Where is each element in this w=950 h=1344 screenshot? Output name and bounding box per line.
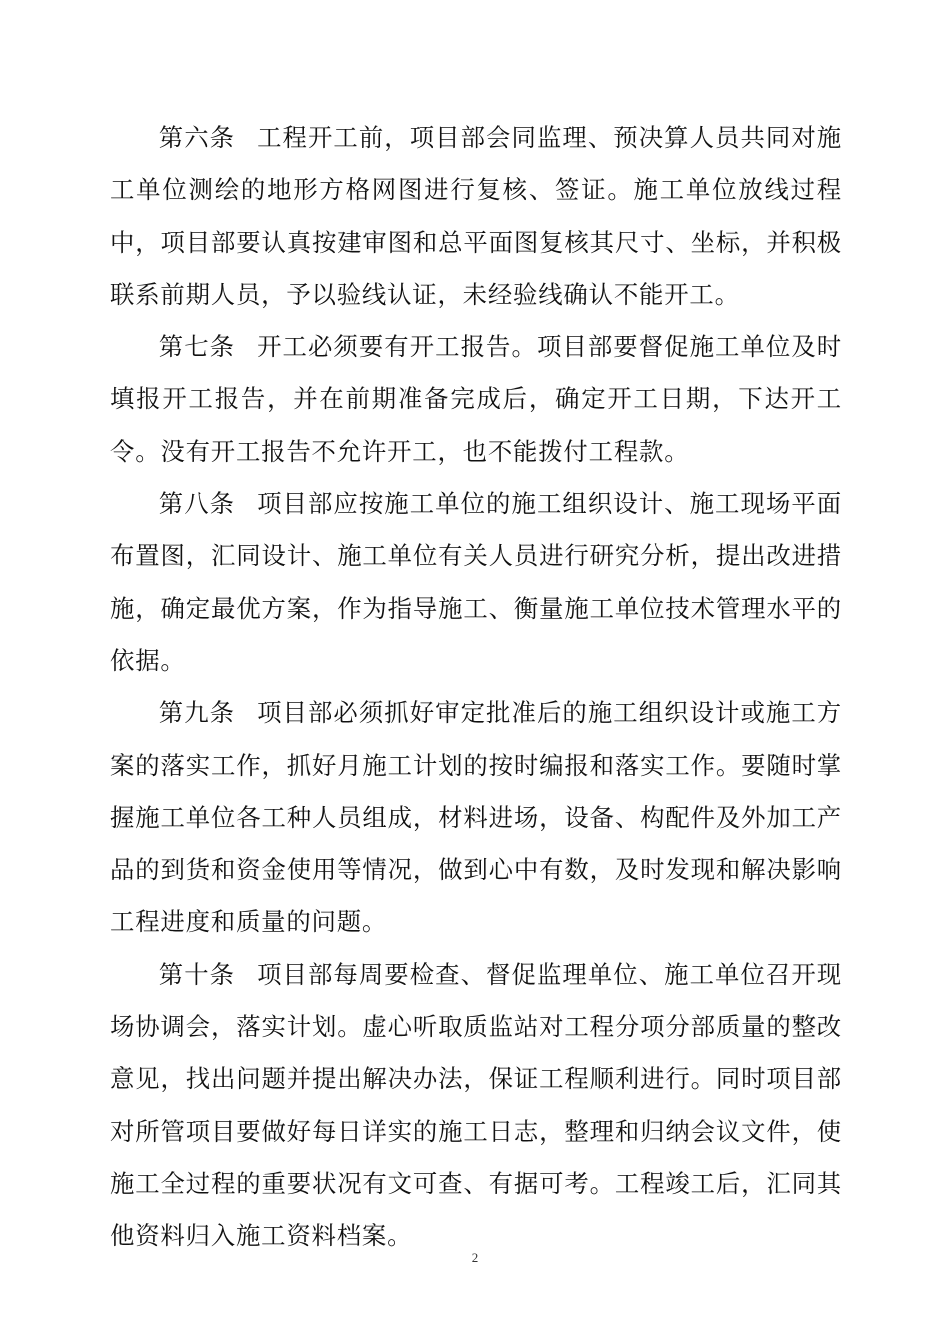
article-8 [110, 478, 842, 687]
article-number: 第十条 [158, 959, 236, 989]
article-number: 第六条 [158, 123, 236, 152]
article-text: 项目部必须抓好审定批准后的施工组织设计或施工方案的落实工作，抓好月施工计划的按时编报和落实工作。要随时掌握施工单位各工种人员组成，材料进场，设备、构配件及外加工产品的到货和资金使用等情况，做到心中有数，及时发现和解决影响工程进度和质量的问题。 [110, 698, 842, 937]
article-text: 项目部每周要检查、督促监理单位、施工单位召开现场协调会，落实计划。虚心听取质监站对工程分项分部质量的整改意见，找出问题并提出解决办法，保证工程顺利进行。同时项目部对所管项目要做好每日详实的施工日志，整理和归纳会议文件，使施工全过程的重要状况有文可查、有据可考。工程竣工后，汇同其他资料归入施工资料档案。 [110, 959, 842, 1251]
article-7 [110, 321, 842, 478]
article-text: 工程开工前，项目部会同监理、预决算人员共同对施工单位测绘的地形方格网图进行复核、签证。施工单位放线过程中，项目部要认真按建审图和总平面图复核其尺寸、坐标，并积极联系前期人员，予以验线认证，未经验线确认不能开工。 [110, 123, 842, 309]
article-number: 第八条 [158, 489, 236, 519]
article-10 [110, 949, 842, 1263]
document-body [110, 112, 842, 1263]
article-9 [110, 687, 842, 948]
article-number: 第七条 [158, 332, 236, 362]
article-6 [110, 112, 842, 321]
page-number: 2 [471, 1250, 479, 1265]
article-text: 项目部应按施工单位的施工组织设计、施工现场平面布置图，汇同设计、施工单位有关人员进行研究分析，提出改进措施，确定最优方案，作为指导施工、衡量施工单位技术管理水平的依据。 [110, 489, 842, 675]
article-text: 开工必须要有开工报告。项目部要督促施工单位及时填报开工报告，并在前期准备完成后，确定开工日期，下达开工令。没有开工报告不允许开工，也不能拨付工程款。 [110, 332, 842, 466]
article-number: 第九条 [158, 698, 236, 728]
